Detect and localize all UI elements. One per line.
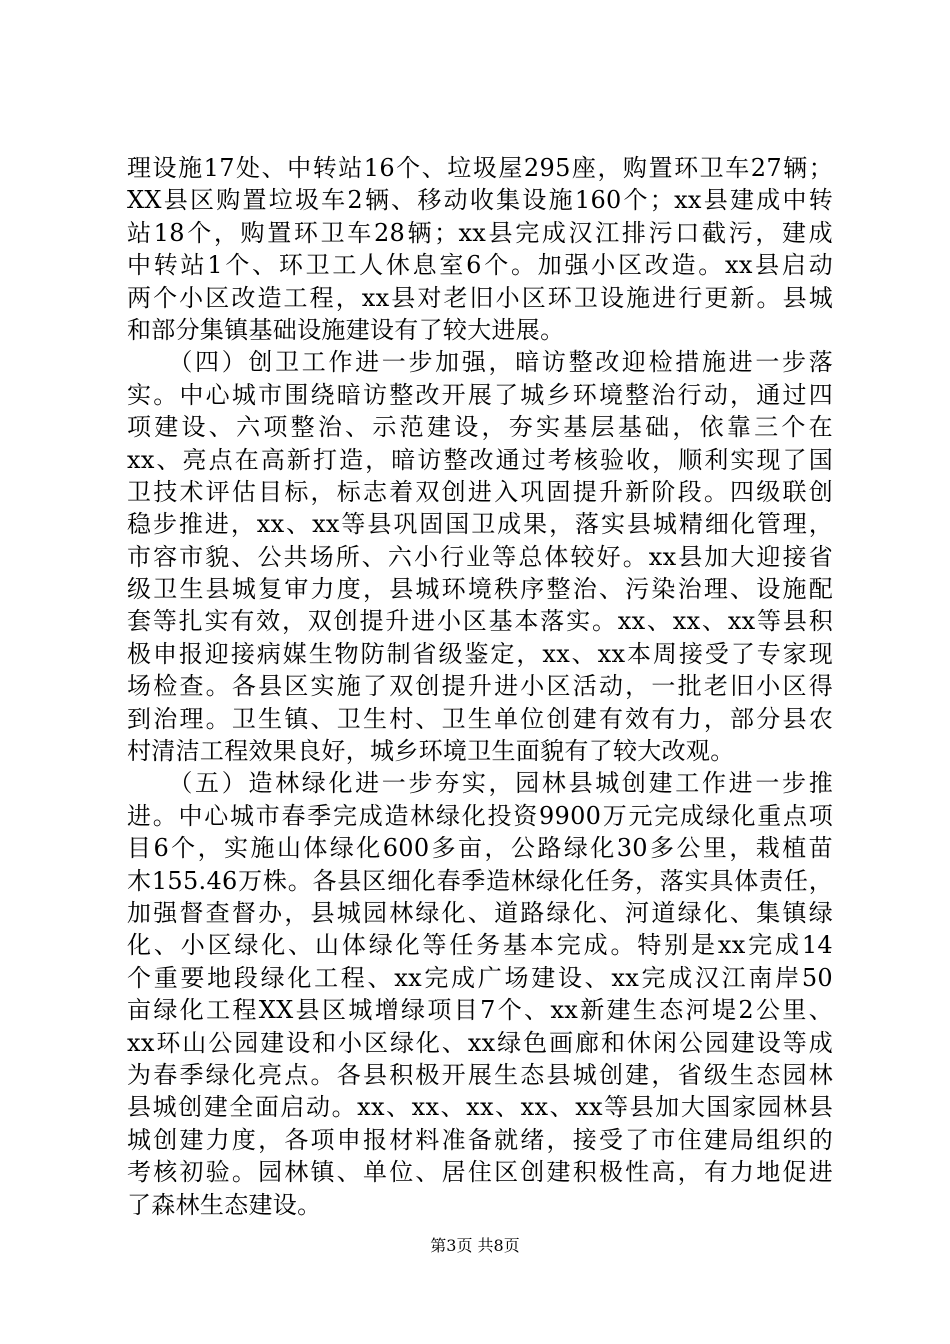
text-line: 稳步推进，xx、xx等县巩固国卫成果，落实县城精细化管理， bbox=[127, 510, 833, 539]
text-line: （五）造林绿化进一步夯实，园林县城创建工作进一步推 bbox=[127, 769, 833, 798]
text-line: 市容市貌、公共场所、六小行业等总体较好。xx县加大迎接省 bbox=[127, 542, 833, 571]
text-line: 卫技术评估目标，标志着双创进入巩固提升新阶段。四级联创 bbox=[127, 477, 833, 506]
document-body bbox=[127, 152, 833, 1221]
text-line: 到治理。卫生镇、卫生村、卫生单位创建有效有力，部分县农 bbox=[127, 704, 833, 733]
text-line: 场检查。各县区实施了双创提升进小区活动，一批老旧小区得 bbox=[127, 672, 833, 701]
text-line: 套等扎实有效，双创提升进小区基本落实。xx、xx、xx等县积 bbox=[127, 607, 833, 636]
text-line: 进。中心城市春季完成造林绿化投资9900万元完成绿化重点项 bbox=[127, 801, 833, 830]
text-line: （四）创卫工作进一步加强，暗访整改迎检措施进一步落 bbox=[127, 348, 833, 377]
text-line: 理设施17处、中转站16个、垃圾屋295座，购置环卫车27辆； bbox=[127, 154, 833, 182]
text-line: 项建设、六项整治、示范建设，夯实基层基础，依靠三个在 bbox=[127, 413, 833, 442]
text-line: 中转站1个、环卫工人休息室6个。加强小区改造。xx县启动 bbox=[127, 251, 833, 280]
text-line: 考核初验。园林镇、单位、居住区创建积极性高，有力地促进 bbox=[127, 1158, 833, 1187]
text-line: 个重要地段绿化工程、xx完成广场建设、xx完成汉江南岸50 bbox=[127, 963, 833, 992]
text-line: 加强督查督办，县城园林绿化、道路绿化、河道绿化、集镇绿 bbox=[127, 898, 833, 927]
text-line: 极申报迎接病媒生物防制省级鉴定，xx、xx本周接受了专家现 bbox=[127, 639, 833, 668]
text-line: xx、亮点在高新打造，暗访整改通过考核验收，顺利实现了国 bbox=[127, 445, 833, 474]
page-footer: 第3页 共8页 bbox=[430, 1236, 520, 1255]
text-line: 县城创建全面启动。xx、xx、xx、xx、xx等县加大国家园林县 bbox=[127, 1093, 833, 1122]
text-line: XX县区购置垃圾车2辆、移动收集设施160个；xx县建成中转 bbox=[127, 186, 833, 215]
text-line: 目6个，实施山体绿化600多亩，公路绿化30多公里，栽植苗 bbox=[127, 834, 833, 863]
text-line: 了森林生态建设。 bbox=[127, 1190, 322, 1219]
text-line: 城创建力度，各项申报材料准备就绪，接受了市住建局组织的 bbox=[127, 1125, 833, 1154]
text-line: 和部分集镇基础设施建设有了较大进展。 bbox=[127, 315, 565, 344]
text-line: 级卫生县城复审力度，县城环境秩序整治、污染治理、设施配 bbox=[127, 575, 833, 604]
text-line: 站18个，购置环卫车28辆；xx县完成汉江排污口截污，建成 bbox=[127, 218, 833, 247]
text-line: xx环山公园建设和小区绿化、xx绿色画廊和休闲公园建设等成 bbox=[127, 1028, 833, 1057]
text-line: 两个小区改造工程，xx县对老旧小区环卫设施进行更新。县城 bbox=[127, 283, 833, 312]
text-line: 村清洁工程效果良好，城乡环境卫生面貌有了较大改观。 bbox=[127, 737, 735, 766]
text-line: 化、小区绿化、山体绿化等任务基本完成。特别是xx完成14 bbox=[127, 931, 833, 960]
text-line: 实。中心城市围绕暗访整改开展了城乡环境整治行动，通过四 bbox=[127, 380, 833, 409]
text-line: 木155.46万株。各县区细化春季造林绿化任务，落实具体责任， bbox=[127, 866, 833, 895]
text-line: 为春季绿化亮点。各县积极开展生态县城创建，省级生态园林 bbox=[127, 1060, 833, 1089]
text-line: 亩绿化工程XX县区城增绿项目7个、xx新建生态河堤2公里、 bbox=[127, 996, 833, 1025]
